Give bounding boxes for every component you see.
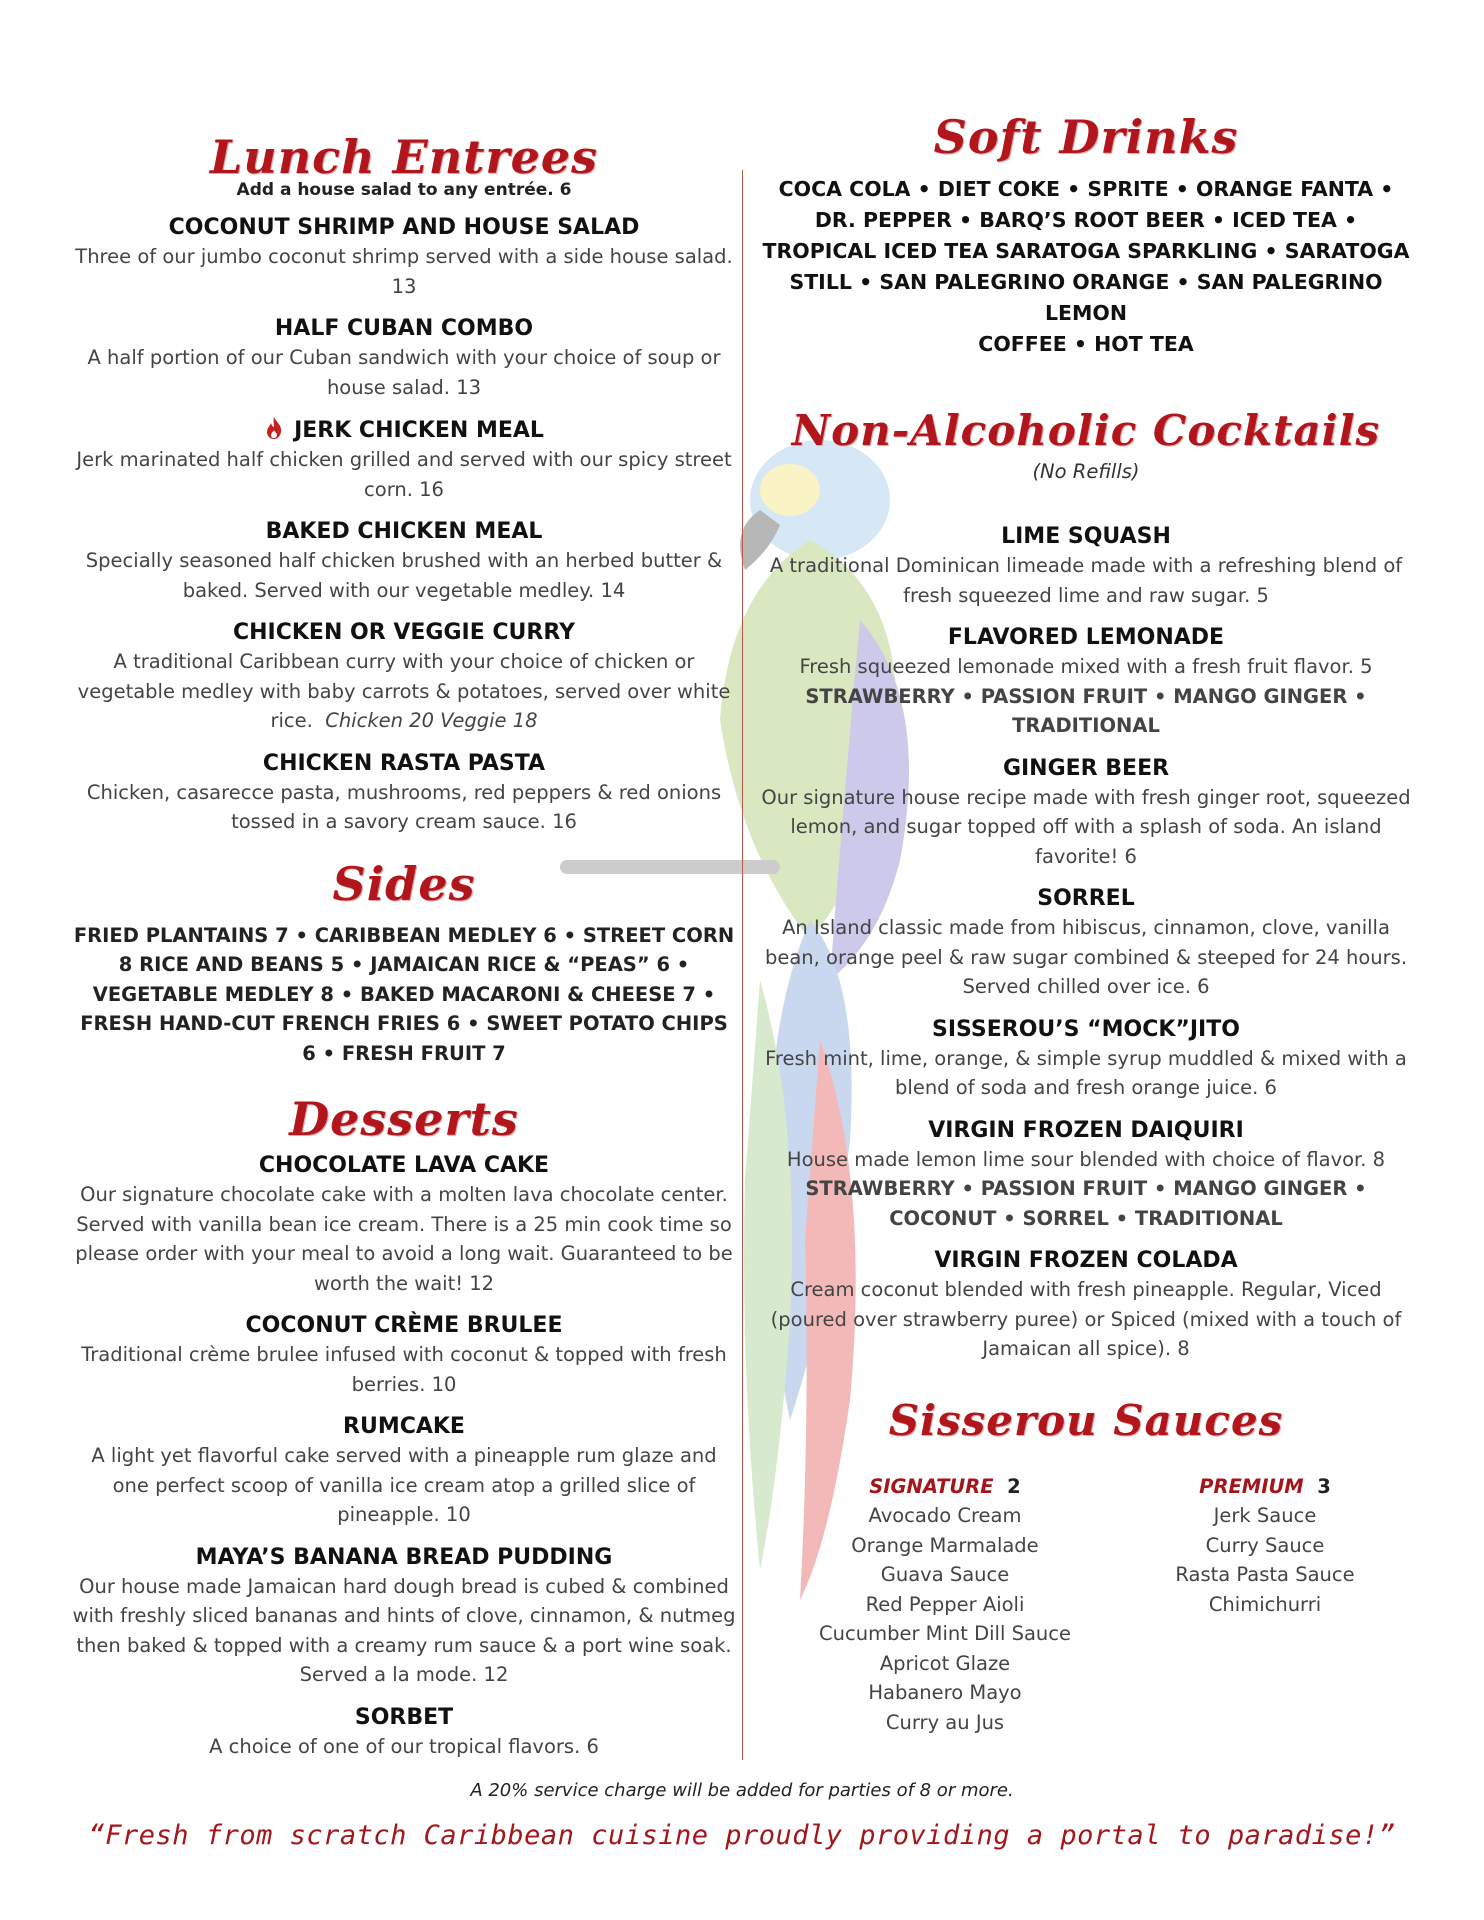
premium-label: PREMIUM bbox=[1199, 1474, 1304, 1498]
menu-item bbox=[72, 1413, 736, 1530]
item-name: FLAVORED LEMONADE bbox=[947, 625, 1225, 650]
item-name: CHOCOLATE LAVA CAKE bbox=[258, 1153, 550, 1178]
item-desc: A traditional Dominican limeade made with a refreshing blend of fresh squeezed lime and raw sugar. 5 bbox=[769, 554, 1403, 607]
lunch-salad-note: Add a house salad to any entrée. 6 bbox=[236, 180, 572, 200]
fire-icon bbox=[264, 416, 284, 440]
sides-list: FRIED PLANTAINS 7 • CARIBBEAN MEDLEY 6 • STREET CORN 8 RICE AND BEANS 5 • JAMAICAN RICE & “PEAS” 6 • VEGETABLE MEDLEY 8 • BAKED MACARONI & CHEESE 7 • FRESH HAND-CUT FRENCH FRIES 6 • SWEET POTATO CHIPS 6 • FRESH FRUIT 7 bbox=[73, 923, 735, 1065]
sauce-item: Curry Sauce bbox=[1205, 1533, 1325, 1557]
item-name: VIRGIN FROZEN COLADA bbox=[934, 1248, 1238, 1273]
menu-item bbox=[72, 1704, 736, 1762]
item-desc: Jerk marinated half chicken grilled and served with our spicy street corn. 16 bbox=[76, 448, 732, 501]
flavor-options: STRAWBERRY • PASSION FRUIT • MANGO GINGER • TRADITIONAL bbox=[805, 684, 1367, 737]
sauce-item: Orange Marmalade bbox=[851, 1533, 1039, 1557]
menu-item bbox=[760, 1247, 1412, 1364]
sauce-item: Jerk Sauce bbox=[1213, 1504, 1317, 1527]
soft-drinks-heading: Soft Drinks bbox=[933, 110, 1239, 164]
item-desc: A light yet flavorful cake served with a pineapple rum glaze and one perfect scoop of vanilla ice cream atop a grilled slice of pineapple. 10 bbox=[91, 1444, 717, 1526]
item-name: SORBET bbox=[354, 1704, 454, 1730]
item-name: COCONUT CRÈME BRULEE bbox=[245, 1313, 563, 1338]
item-name: BAKED CHICKEN MEAL bbox=[265, 519, 543, 544]
item-name: LIME SQUASH bbox=[1001, 524, 1171, 549]
sauce-item: Habanero Mayo bbox=[868, 1681, 1022, 1704]
item-desc: Our signature chocolate cake with a molten lava chocolate center. Served with vanilla bean ice cream. There is a 25 min cook time so please order with your meal to avoid a long wait. Guaranteed to be worth the wait! 12 bbox=[75, 1183, 733, 1295]
item-name: HALF CUBAN COMBO bbox=[274, 316, 534, 341]
item-name: CHICKEN RASTA PASTA bbox=[262, 750, 546, 776]
item-name: COCONUT SHRIMP AND HOUSE SALAD bbox=[168, 215, 640, 240]
item-name: MAYA’S BANANA BREAD PUDDING bbox=[195, 1544, 613, 1570]
item-desc: Three of our jumbo coconut shrimp served with a side house salad. 13 bbox=[75, 245, 733, 298]
cocktails-heading: Non-Alcoholic Cocktails bbox=[791, 406, 1381, 455]
right-column bbox=[760, 110, 1412, 1772]
menu-item bbox=[72, 315, 736, 402]
item-desc bbox=[72, 647, 736, 736]
item-desc: Traditional crème brulee infused with coconut & topped with fresh berries. 10 bbox=[81, 1343, 727, 1396]
lunch-heading: Lunch Entrees bbox=[209, 130, 599, 184]
soft-drinks-list: COCA COLA • DIET COKE • SPRITE • ORANGE FANTA • DR. PEPPER • BARQ’S ROOT BEER • ICED TEA • TROPICAL ICED TEA SARATOGA SPARKLING • SARATOGA STILL • SAN PALEGRINO ORANGE • SAN PALEGRINO LEMON bbox=[762, 177, 1410, 325]
sauce-item: Cucumber Mint Dill Sauce bbox=[819, 1622, 1071, 1645]
item-desc: A half portion of our Cuban sandwich with your choice of soup or house salad. 13 bbox=[87, 346, 721, 399]
menu-item bbox=[72, 1312, 736, 1399]
item-desc-text: A traditional Caribbean curry with your choice of chicken or vegetable medley with baby carrots & potatoes, served over white rice. bbox=[77, 650, 731, 732]
signature-header bbox=[810, 1472, 1080, 1502]
menu-item bbox=[72, 619, 736, 736]
hot-drinks-list: COFFEE • HOT TEA bbox=[978, 332, 1194, 356]
item-name: VIRGIN FROZEN DAIQUIRI bbox=[928, 1117, 1244, 1143]
item-desc: Specially seasoned half chicken brushed with an herbed butter & baked. Served with our vegetable medley. 14 bbox=[85, 549, 723, 602]
item-name: SORREL bbox=[1037, 886, 1135, 911]
sauce-item: Curry au Jus bbox=[885, 1710, 1005, 1734]
item-desc: Chicken, casarecce pasta, mushrooms, red peppers & red onions tossed in a savory cream sauce. 16 bbox=[86, 780, 722, 833]
sauce-item: Apricot Glaze bbox=[879, 1651, 1011, 1675]
item-desc: An Island classic made from hibiscus, cinnamon, clove, vanilla bean, orange peel & raw sugar combined & steeped for 24 hours. Served chilled over ice. 6 bbox=[764, 916, 1408, 998]
item-desc: House made lemon lime sour blended with choice of flavor. 8 bbox=[786, 1147, 1386, 1171]
menu-item bbox=[72, 518, 736, 605]
sauce-item: Avocado Cream bbox=[868, 1504, 1022, 1527]
item-desc: Cream coconut blended with fresh pineapple. Regular, Viced (poured over strawberry puree) or Spiced (mixed with a touch of Jamaican all spice). 8 bbox=[770, 1278, 1402, 1360]
sauce-item: Guava Sauce bbox=[880, 1563, 1010, 1586]
flavor-options: STRAWBERRY • PASSION FRUIT • MANGO GINGER • COCONUT • SORREL • TRADITIONAL bbox=[805, 1177, 1367, 1230]
premium-price: 3 bbox=[1317, 1474, 1331, 1498]
menu-item bbox=[760, 885, 1412, 1002]
menu-item bbox=[760, 624, 1412, 741]
menu-item bbox=[72, 416, 736, 504]
signature-sauces bbox=[810, 1472, 1080, 1738]
menu-item bbox=[72, 1544, 736, 1690]
menu-item bbox=[760, 755, 1412, 872]
item-name: SISSEROU’S “MOCK”JITO bbox=[932, 1016, 1240, 1042]
sauce-item: Rasta Pasta Sauce bbox=[1175, 1563, 1355, 1586]
item-desc: Our signature house recipe made with fresh ginger root, squeezed lemon, and sugar topped off with a splash of soda. An island favorite! 6 bbox=[761, 785, 1411, 868]
item-name-row bbox=[72, 416, 736, 445]
no-refills-note: (No Refills) bbox=[1032, 460, 1140, 483]
menu-item bbox=[72, 1152, 736, 1298]
menu-item bbox=[72, 750, 736, 837]
service-charge-note: A 20% service charge will be added for parties of 8 or more. bbox=[470, 1780, 1014, 1801]
item-desc: A choice of one of our tropical flavors. 6 bbox=[209, 1734, 599, 1758]
desserts-heading: Desserts bbox=[289, 1092, 519, 1146]
left-column bbox=[72, 130, 736, 1761]
sauce-item: Chimichurri bbox=[1208, 1592, 1322, 1616]
signature-label: SIGNATURE bbox=[869, 1474, 994, 1498]
item-desc: Fresh squeezed lemonade mixed with a fresh fruit flavor. 5 bbox=[799, 655, 1373, 678]
sides-heading: Sides bbox=[332, 856, 476, 911]
menu-item bbox=[760, 523, 1412, 610]
item-desc: Fresh mint, lime, orange, & simple syrup muddled & mixed with a blend of soda and fresh orange juice. 6 bbox=[765, 1046, 1407, 1099]
menu-item bbox=[72, 214, 736, 301]
item-name: CHICKEN OR VEGGIE CURRY bbox=[233, 620, 575, 645]
premium-header bbox=[1160, 1472, 1370, 1502]
sauce-item: Red Pepper Aioli bbox=[865, 1592, 1025, 1616]
tagline: “Fresh from scratch Caribbean cuisine proudly providing a portal to paradise!” bbox=[88, 1820, 1396, 1851]
column-divider bbox=[742, 170, 743, 1760]
item-name: GINGER BEER bbox=[1002, 755, 1170, 781]
sauces-heading: Sisserou Sauces bbox=[888, 1395, 1284, 1445]
item-name: RUMCAKE bbox=[343, 1414, 465, 1439]
sauces-section bbox=[760, 1472, 1412, 1772]
item-desc: Our house made Jamaican hard dough bread is cubed & combined with freshly sliced bananas and hints of clove, cinnamon, & nutmeg then baked & topped with a creamy rum sauce & a port wine soak. Served a la mode. 12 bbox=[72, 1574, 736, 1686]
price-note: Chicken 20 Veggie 18 bbox=[325, 709, 538, 732]
signature-price: 2 bbox=[1007, 1474, 1021, 1498]
menu-item bbox=[760, 1117, 1412, 1234]
premium-sauces bbox=[1160, 1472, 1370, 1620]
item-name-text: JERK CHICKEN MEAL bbox=[294, 418, 544, 443]
menu-item bbox=[760, 1016, 1412, 1103]
